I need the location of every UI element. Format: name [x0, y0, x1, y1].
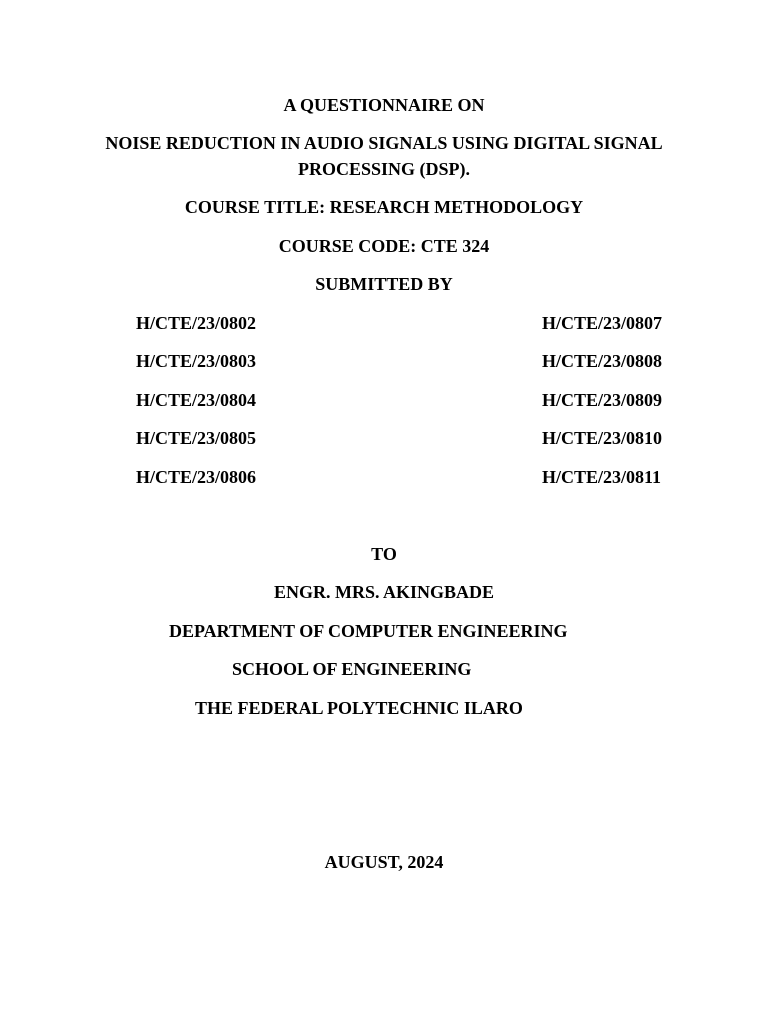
student-id: H/CTE/23/0802: [136, 313, 257, 333]
submission-date: AUGUST, 2024: [324, 852, 444, 872]
student-id: H/CTE/23/0810: [542, 428, 663, 448]
student-id: H/CTE/23/0811: [542, 467, 662, 487]
student-id: H/CTE/23/0803: [136, 351, 257, 371]
supervisor-name: ENGR. MRS. AKINGBADE: [273, 582, 495, 602]
student-id: H/CTE/23/0809: [542, 390, 663, 410]
student-id: H/CTE/23/0806: [136, 467, 257, 487]
course-title: COURSE TITLE: RESEARCH METHODOLOGY: [184, 197, 584, 217]
student-id: H/CTE/23/0805: [136, 428, 257, 448]
submitted-by-label: SUBMITTED BY: [315, 274, 453, 294]
institution-name: THE FEDERAL POLYTECHNIC ILARO: [195, 698, 523, 718]
student-id: H/CTE/23/0804: [136, 390, 257, 410]
school-name: SCHOOL OF ENGINEERING: [232, 659, 472, 679]
student-id: H/CTE/23/0808: [542, 351, 663, 371]
department-name: DEPARTMENT OF COMPUTER ENGINEERING: [169, 621, 568, 641]
student-id: H/CTE/23/0807: [542, 313, 663, 333]
document-heading: A QUESTIONNAIRE ON: [283, 95, 485, 115]
to-label: TO: [371, 544, 397, 564]
project-title: NOISE REDUCTION IN AUDIO SIGNALS USING DIGITAL SIGNAL PROCESSING (DSP).: [105, 133, 663, 179]
course-code: COURSE CODE: CTE 324: [278, 236, 490, 256]
